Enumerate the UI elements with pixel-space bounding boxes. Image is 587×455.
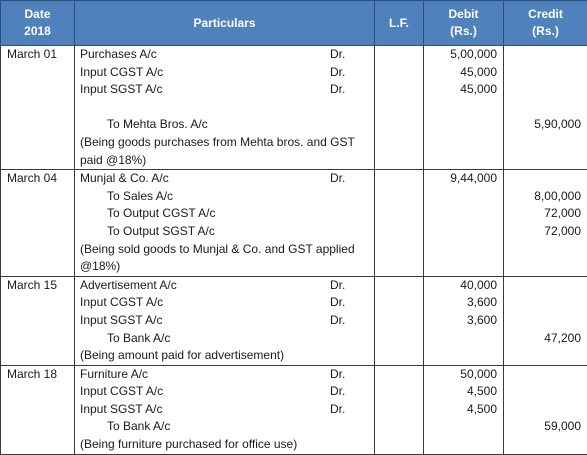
entry-date: March 04 [1,170,74,188]
table-header [1,1,587,46]
debit-account-name [80,99,330,117]
entry-date-cell [1,170,75,277]
header-debit [424,1,504,46]
particulars-line [75,312,374,330]
header-particulars: Particulars [75,1,375,46]
entry-date: March 01 [1,46,74,64]
dr-marker: Dr. [330,64,374,82]
credit-amount [504,46,587,64]
dr-marker: Dr. [330,383,374,401]
journal-entry [1,46,587,170]
dr-marker [330,205,374,223]
dr-marker: Dr. [330,366,374,384]
dr-marker: Dr. [330,277,374,295]
debit-account-name: Furniture A/c [80,366,330,384]
narration: (Being goods purchases from Mehta bros. and GST paid @18%) [75,134,374,169]
particulars-line [75,383,374,401]
debit-account-name: Input CGST A/c [80,383,330,401]
dr-marker [330,223,374,241]
credit-amount [504,64,587,82]
debit-account-name: Advertisement A/c [80,277,330,295]
entry-lf-cell [375,365,424,454]
dr-marker: Dr. [330,294,374,312]
dr-marker: Dr. [330,46,374,64]
debit-amount: 5,00,000 [424,46,503,64]
journal-body [1,46,587,455]
credit-account-name: To Mehta Bros. A/c [80,116,330,134]
credit-account-name: To Output CGST A/c [80,205,330,223]
particulars-line [75,294,374,312]
debit-amount: 45,000 [424,81,503,99]
header-debit-line1: Debit [424,6,503,23]
debit-amount: 3,600 [424,312,503,330]
credit-amount: 8,00,000 [504,188,587,206]
entry-debit-cell [424,276,504,365]
debit-amount: 4,500 [424,383,503,401]
credit-amount [504,81,587,99]
debit-amount: 45,000 [424,64,503,82]
debit-amount: 50,000 [424,366,503,384]
entry-lf-cell [375,46,424,170]
journal-entry [1,170,587,277]
entry-lf-cell [375,170,424,277]
entry-date: March 15 [1,277,74,295]
header-credit-line2: (Rs.) [504,23,587,40]
debit-amount [424,223,503,241]
dr-marker: Dr. [330,401,374,419]
credit-amount [504,277,587,295]
particulars-line [75,330,374,348]
debit-amount [424,205,503,223]
header-credit-line1: Credit [504,6,587,23]
entry-date-cell [1,365,75,454]
debit-amount [424,116,503,134]
debit-account-name: Input SGST A/c [80,312,330,330]
debit-amount: 4,500 [424,401,503,419]
entry-particulars-cell [75,276,375,365]
dr-marker [330,418,374,436]
dr-marker [330,330,374,348]
dr-marker: Dr. [330,170,374,188]
particulars-line [75,277,374,295]
particulars-line [75,188,374,206]
debit-account-name: Input SGST A/c [80,81,330,99]
entry-lf-cell [375,276,424,365]
particulars-line [75,170,374,188]
entry-credit-cell [504,365,587,454]
credit-amount [504,170,587,188]
credit-amount [504,294,587,312]
credit-account-name: To Sales A/c [80,188,330,206]
particulars-line [75,116,374,134]
credit-account-name: To Bank A/c [80,330,330,348]
particulars-line [75,81,374,99]
particulars-line [75,223,374,241]
debit-account-name: Input SGST A/c [80,401,330,419]
credit-amount: 72,000 [504,223,587,241]
journal-entry [1,276,587,365]
dr-marker: Dr. [330,312,374,330]
debit-amount: 40,000 [424,277,503,295]
debit-amount [424,418,503,436]
entry-debit-cell [424,46,504,170]
dr-marker: Dr. [330,81,374,99]
narration: (Being furniture purchased for office use) [75,436,374,454]
debit-amount: 9,44,000 [424,170,503,188]
header-lf: L.F. [375,1,424,46]
credit-amount: 72,000 [504,205,587,223]
entry-date-cell [1,46,75,170]
debit-amount [424,330,503,348]
credit-amount: 47,200 [504,330,587,348]
header-date [1,1,75,46]
entry-debit-cell [424,365,504,454]
particulars-line [75,418,374,436]
journal-entry [1,365,587,454]
credit-account-name: To Bank A/c [80,418,330,436]
entry-credit-cell [504,276,587,365]
credit-amount [504,99,587,117]
debit-amount: 3,600 [424,294,503,312]
debit-account-name: Input CGST A/c [80,294,330,312]
entry-date-cell [1,276,75,365]
header-date-line2: 2018 [1,23,74,40]
particulars-line [75,64,374,82]
header-debit-line2: (Rs.) [424,23,503,40]
particulars-line [75,205,374,223]
debit-amount [424,99,503,117]
credit-amount [504,383,587,401]
entry-credit-cell [504,46,587,170]
credit-amount [504,312,587,330]
credit-amount: 5,90,000 [504,116,587,134]
entry-particulars-cell [75,365,375,454]
narration: (Being sold goods to Munjal & Co. and GST applied @18%) [75,241,374,276]
entry-date: March 18 [1,366,74,384]
dr-marker [330,116,374,134]
credit-amount [504,401,587,419]
debit-account-name: Munjal & Co. A/c [80,170,330,188]
dr-marker [330,188,374,206]
header-date-line1: Date [1,6,74,23]
entry-debit-cell [424,170,504,277]
entry-particulars-cell [75,170,375,277]
entry-credit-cell [504,170,587,277]
narration: (Being amount paid for advertisement) [75,347,374,365]
particulars-line [75,46,374,64]
debit-account-name: Input CGST A/c [80,64,330,82]
credit-amount: 59,000 [504,418,587,436]
credit-account-name: To Output SGST A/c [80,223,330,241]
dr-marker [330,99,374,117]
debit-account-name: Purchases A/c [80,46,330,64]
debit-amount [424,188,503,206]
particulars-line [75,366,374,384]
particulars-line [75,99,374,117]
credit-amount [504,366,587,384]
header-credit [504,1,587,46]
entry-particulars-cell [75,46,375,170]
particulars-line [75,401,374,419]
